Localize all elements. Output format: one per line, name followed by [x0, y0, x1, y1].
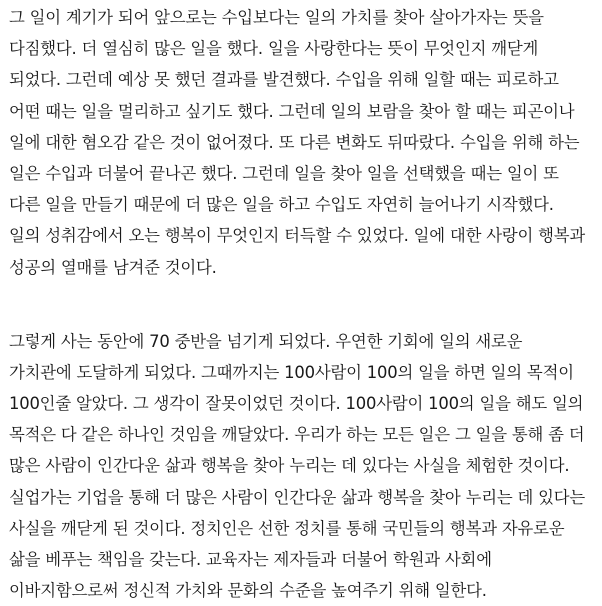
text-line: 일의 성취감에서 오는 행복이 무엇인지 터득할 수 있었다. 일에 대한 사랑이 행복과	[9, 226, 586, 246]
text-line: 그렇게 사는 동안에 70 중반을 넘기게 되었다. 우연한 기회에 일의 새로운	[9, 331, 523, 351]
text-line: 성공의 열매를 남겨준 것이다.	[9, 257, 217, 277]
paragraph-1	[9, 2, 602, 283]
paragraph-2	[9, 326, 602, 606]
paragraph-spacer	[9, 283, 602, 326]
text-line: 되었다. 그런데 예상 못 했던 결과를 발견했다. 수입을 위해 일할 때는 피로하고	[9, 70, 559, 90]
text-line: 실업가는 기업을 통해 더 많은 사람이 인간다운 삶과 행복을 찾아 누리는 데 있다는	[9, 487, 586, 507]
text-line: 다짐했다. 더 열심히 많은 일을 했다. 일을 사랑한다는 뜻이 무엇인지 깨닫게	[9, 39, 539, 59]
text-line: 이바지함으로써 정신적 가치와 문화의 수준을 높여주기 위해 일한다.	[9, 581, 487, 601]
text-line: 일은 수입과 더불어 끝나곤 했다. 그런데 일을 찾아 일을 선택했을 때는 일이 또	[9, 163, 559, 183]
text-line: 사실을 깨닫게 된 것이다. 정치인은 선한 정치를 통해 국민들의 행복과 자유로운	[9, 518, 565, 538]
text-line: 목적은 다 같은 하나인 것임을 깨달았다. 우리가 하는 모든 일은 그 일을 통해 좀 더	[9, 425, 585, 445]
text-line: 100인줄 알았다. 그 생각이 잘못이었던 것이다. 100사람이 100의 일을 해도 일의	[9, 394, 584, 414]
text-line: 그 일이 계기가 되어 앞으로는 수입보다는 일의 가치를 찾아 살아가자는 뜻을	[9, 8, 544, 27]
text-line: 삶을 베푸는 책임을 갖는다. 교육자는 제자들과 더불어 학원과 사회에	[9, 550, 492, 569]
text-line: 많은 사람이 인간다운 삶과 행복을 찾아 누리는 데 있다는 사실을 체험한 것이다.	[9, 456, 570, 476]
text-line: 다른 일을 만들기 때문에 더 많은 일을 하고 수입도 자연히 늘어나기 시작했다.	[9, 195, 554, 215]
text-line: 어떤 때는 일을 멀리하고 싶기도 했다. 그런데 일의 보람을 찾아 할 때는 피곤이나	[9, 101, 575, 121]
text-line: 일에 대한 혐오감 같은 것이 없어졌다. 또 다른 변화도 뒤따랐다. 수입을 위해 하는	[9, 132, 580, 152]
text-line: 가치관에 도달하게 되었다. 그때까지는 100사람이 100의 일을 하면 일의 목적이	[9, 362, 574, 382]
